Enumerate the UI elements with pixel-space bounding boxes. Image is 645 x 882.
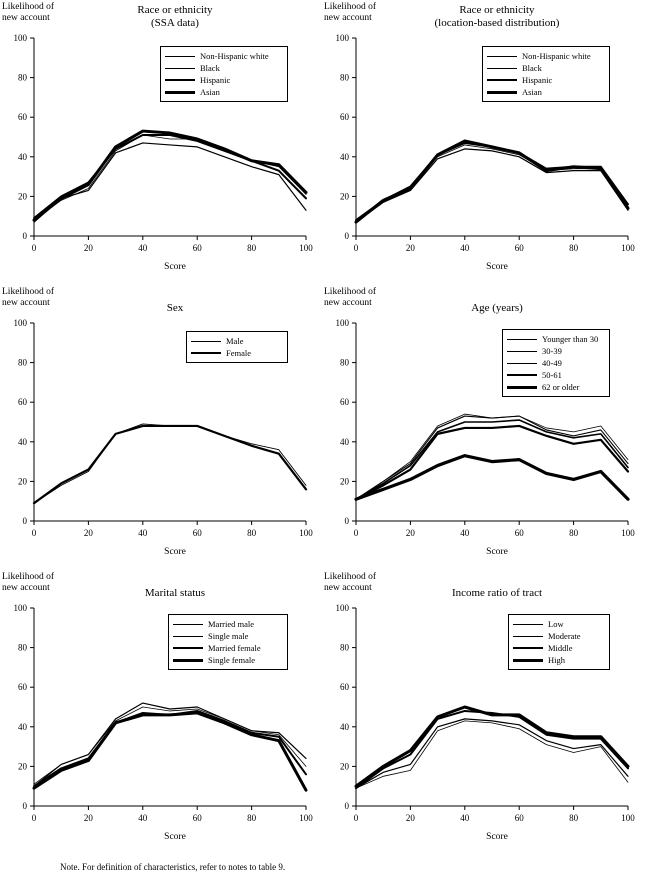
svg-text:100: 100 [299,243,313,253]
legend-label: 30-39 [542,346,562,356]
panel-sex [0,285,322,570]
plot-sex [0,285,322,570]
y-axis-label-line2: new account [324,583,372,593]
legend-label: 50-61 [542,370,562,380]
svg-text:0: 0 [22,231,27,241]
svg-text:80: 80 [18,72,27,83]
svg-text:0: 0 [353,243,359,253]
panel-title-line2: (location-based distribution) [434,17,560,29]
legend-label: Middle [548,643,573,653]
panel-title-line1: Sex [166,302,184,314]
panel-age [322,285,644,570]
legend-item [513,618,605,630]
legend-label: Younger than 30 [542,334,599,344]
svg-text:100: 100 [299,528,313,538]
y-axis-label-line2: new account [2,583,50,593]
y-axis-label-line2: new account [2,13,50,23]
legend-swatch [513,647,543,649]
y-axis-label-line2: new account [2,298,50,308]
legend-swatch [165,56,195,57]
legend-label: Non-Hispanic white [200,51,269,61]
svg-text:80: 80 [569,813,579,823]
legend-swatch [165,68,195,69]
legend-swatch [507,374,537,376]
x-axis-label: Score [164,262,186,272]
svg-text:40: 40 [460,243,470,253]
legend-swatch [173,659,203,662]
legend-swatch [173,636,203,637]
legend-item [507,345,605,357]
svg-text:20: 20 [340,761,349,772]
svg-text:80: 80 [18,357,27,368]
figure-note: Note. For definition of characteristics, refer to notes to table 9. [60,862,286,872]
legend-label: Married female [208,643,261,653]
legend-swatch [165,91,195,94]
legend-swatch [507,363,537,364]
legend-label: Moderate [548,631,581,641]
legend-label: Black [522,63,542,73]
panel-income-ratio [322,570,644,855]
svg-text:0: 0 [344,516,349,526]
svg-text:60: 60 [340,397,349,408]
svg-text:60: 60 [18,112,27,123]
svg-text:60: 60 [192,528,202,538]
legend-item [165,74,283,86]
svg-text:0: 0 [31,813,37,823]
svg-text:20: 20 [405,243,415,253]
plot-race-ssa [0,0,322,285]
svg-text:40: 40 [460,528,470,538]
legend-label: Black [200,63,220,73]
svg-text:60: 60 [18,682,27,693]
legend-item [191,347,283,359]
svg-text:100: 100 [621,243,635,253]
legend-swatch [487,79,517,81]
svg-text:40: 40 [340,721,349,732]
panel-title [30,4,320,30]
legend-sex [186,331,288,363]
legend-swatch [165,79,195,81]
legend-item [513,630,605,642]
legend-label: Hispanic [522,75,553,85]
svg-text:20: 20 [405,813,415,823]
panel-marital-status [0,570,322,855]
svg-text:60: 60 [340,112,349,123]
svg-text:60: 60 [514,243,524,253]
legend-item [165,86,283,98]
svg-text:20: 20 [83,813,93,823]
svg-text:20: 20 [83,243,93,253]
legend-label: Single female [208,655,255,665]
svg-text:100: 100 [13,603,27,613]
svg-text:60: 60 [514,528,524,538]
svg-text:20: 20 [18,761,27,772]
y-axis-label-line2: new account [324,13,372,23]
panel-title-line1: Age (years) [471,302,523,314]
panel-race-ssa [0,0,322,285]
legend-label: Female [226,348,252,358]
svg-text:100: 100 [13,33,27,43]
y-axis-label-line1: Likelihood of [324,572,376,582]
legend-swatch [173,647,203,649]
svg-text:60: 60 [340,682,349,693]
svg-text:40: 40 [18,721,27,732]
x-axis-label: Score [486,832,508,842]
legend-swatch [507,351,537,352]
legend-item [173,642,283,654]
svg-text:60: 60 [192,243,202,253]
svg-text:0: 0 [353,813,359,823]
svg-text:0: 0 [22,516,27,526]
panel-title-line1: Income ratio of tract [451,587,543,599]
legend-label: Asian [200,87,220,97]
svg-text:40: 40 [340,436,349,447]
svg-text:100: 100 [335,318,349,328]
panel-title-line1: Race or ethnicity [459,4,535,16]
legend-label: Asian [522,87,542,97]
legend-swatch [513,636,543,637]
y-axis-label-line1: Likelihood of [2,287,54,297]
svg-text:80: 80 [247,243,257,253]
legend-marital-status [168,614,288,670]
legend-label: Low [548,619,564,629]
legend-item [513,654,605,666]
panel-title-line1: Race or ethnicity [137,4,213,16]
legend-race-location [482,46,610,102]
svg-text:100: 100 [13,318,27,328]
legend-swatch [173,624,203,625]
legend-item [173,618,283,630]
panel-title [352,587,642,600]
panel-title-line1: Marital status [144,587,206,599]
svg-text:40: 40 [460,813,470,823]
y-axis-label-line1: Likelihood of [2,572,54,582]
svg-text:20: 20 [83,528,93,538]
svg-text:80: 80 [569,528,579,538]
svg-text:60: 60 [18,397,27,408]
legend-swatch [487,91,517,94]
panel-title [30,302,320,315]
legend-label: 40-49 [542,358,562,368]
legend-swatch [507,386,537,389]
y-axis-label-line1: Likelihood of [2,2,54,12]
svg-text:40: 40 [18,151,27,162]
svg-text:40: 40 [138,243,148,253]
svg-text:40: 40 [340,151,349,162]
legend-item [513,642,605,654]
y-axis-label-line1: Likelihood of [324,287,376,297]
legend-label: Single male [208,631,249,641]
svg-text:80: 80 [340,72,349,83]
svg-text:40: 40 [138,813,148,823]
legend-label: Hispanic [200,75,231,85]
plot-income-ratio [322,570,644,855]
legend-item [191,335,283,347]
svg-text:80: 80 [247,813,257,823]
legend-item [507,369,605,381]
plot-marital-status [0,570,322,855]
legend-race-ssa [160,46,288,102]
legend-item [165,50,283,62]
svg-text:0: 0 [31,528,37,538]
legend-income-ratio [508,614,610,670]
svg-text:0: 0 [31,243,37,253]
legend-swatch [513,624,543,625]
legend-swatch [191,352,221,354]
svg-text:20: 20 [405,528,415,538]
x-axis-label: Score [164,832,186,842]
legend-item [173,654,283,666]
x-axis-label: Score [486,262,508,272]
svg-text:20: 20 [18,191,27,202]
svg-text:40: 40 [18,436,27,447]
legend-age [502,329,610,397]
legend-label: Non-Hispanic white [522,51,591,61]
svg-text:0: 0 [344,231,349,241]
svg-text:0: 0 [22,801,27,811]
legend-swatch [191,341,221,342]
panel-race-location [322,0,644,285]
svg-text:80: 80 [340,642,349,653]
x-axis-label: Score [486,547,508,557]
svg-text:20: 20 [18,476,27,487]
svg-text:20: 20 [340,476,349,487]
legend-label: High [548,655,565,665]
legend-swatch [487,68,517,69]
legend-item [173,630,283,642]
x-axis-label: Score [164,547,186,557]
legend-item [487,62,605,74]
svg-text:100: 100 [335,603,349,613]
svg-text:80: 80 [340,357,349,368]
svg-text:100: 100 [335,33,349,43]
svg-text:40: 40 [138,528,148,538]
panel-title [30,587,320,600]
legend-item [507,333,605,345]
legend-swatch [487,56,517,57]
legend-label: 62 or older [542,382,580,392]
plot-race-location [322,0,644,285]
legend-swatch [513,659,543,662]
svg-text:80: 80 [569,243,579,253]
svg-text:100: 100 [621,813,635,823]
panel-title [352,4,642,30]
legend-item [507,357,605,369]
legend-item [165,62,283,74]
panel-title [352,302,642,315]
svg-text:80: 80 [18,642,27,653]
svg-text:80: 80 [247,528,257,538]
legend-item [487,50,605,62]
svg-text:60: 60 [514,813,524,823]
legend-swatch [507,339,537,340]
svg-text:100: 100 [621,528,635,538]
svg-text:100: 100 [299,813,313,823]
svg-text:60: 60 [192,813,202,823]
svg-text:0: 0 [353,528,359,538]
y-axis-label-line2: new account [324,298,372,308]
legend-item [507,381,605,393]
y-axis-label-line1: Likelihood of [324,2,376,12]
legend-item [487,74,605,86]
plot-age [322,285,644,570]
legend-label: Married male [208,619,255,629]
legend-label: Male [226,336,244,346]
svg-text:20: 20 [340,191,349,202]
panel-title-line2: (SSA data) [151,17,199,29]
svg-text:0: 0 [344,801,349,811]
legend-item [487,86,605,98]
